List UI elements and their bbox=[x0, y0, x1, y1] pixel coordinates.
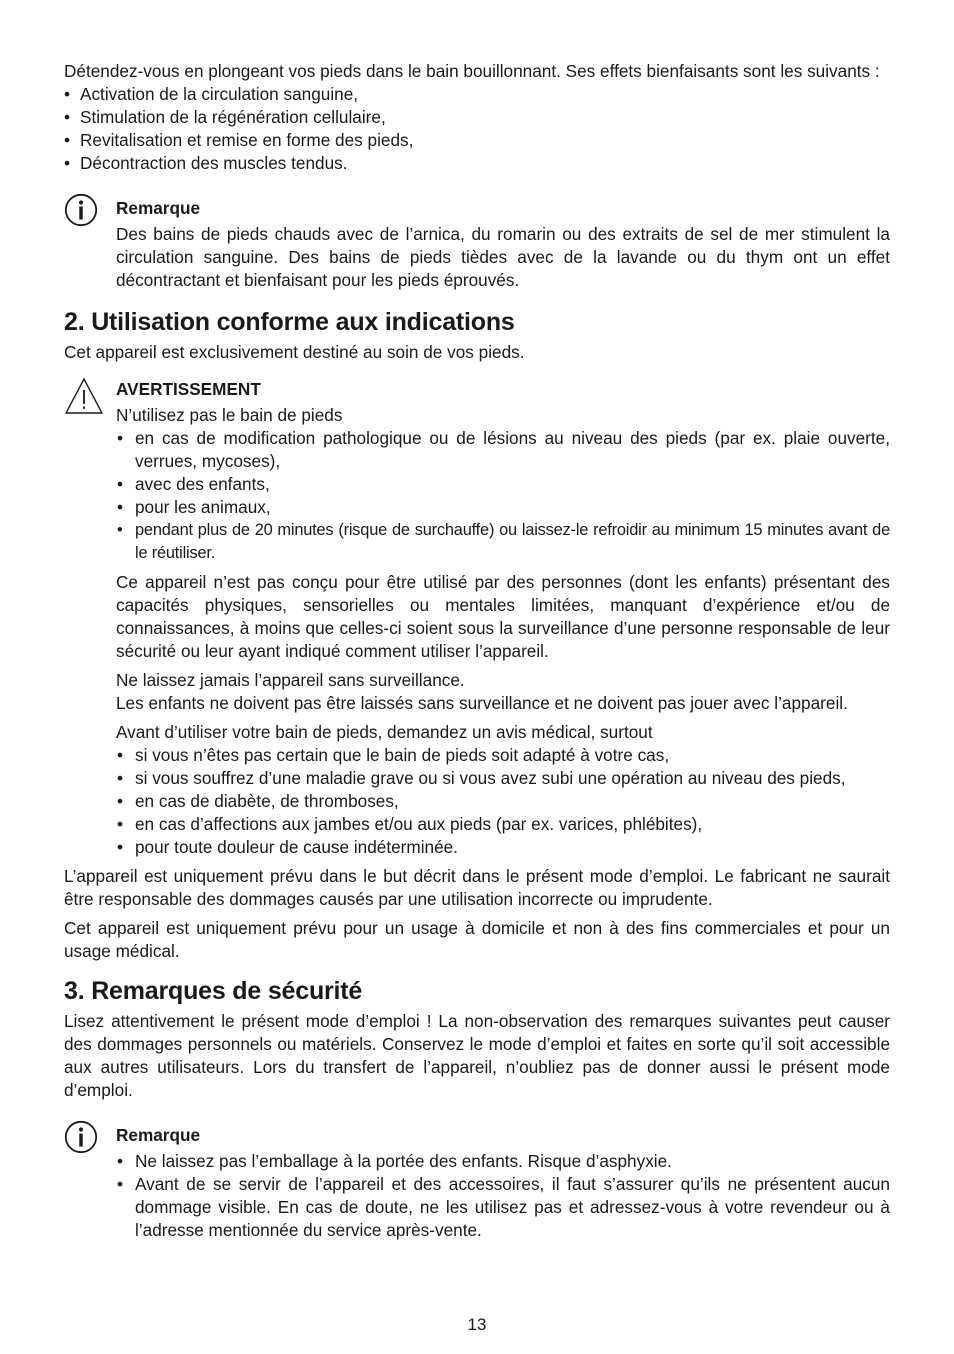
warning-paragraph: Ne laissez jamais l’appareil sans surveillance. bbox=[116, 670, 465, 690]
page-content bbox=[64, 60, 890, 1242]
paragraph: Cet appareil est uniquement prévu pour un usage à domicile et non à des fins commerciales et pour un usage médical. bbox=[64, 918, 890, 961]
note-text: Des bains de pieds chauds avec de l’arnica, du romarin ou des extraits de sel de mer stimulent la circulation sanguine. Des bains de pieds tièdes avec de la lavande ou du thym ont un effet décontractant et bienfaisant pour les pieds éprouvés. bbox=[116, 224, 890, 290]
note-title: Remarque bbox=[116, 198, 201, 218]
list-item: • Avant de se servir de l’appareil et des accessoires, il faut s’assurer qu’ils ne présentent aucun dommage visible. En cas de doute, ne les utilisez pas et adressez-vous à votre revendeur ou à l’adresse mentionnée du service après-vente. bbox=[116, 1173, 890, 1242]
list-item: • pour toute douleur de cause indéterminée. bbox=[116, 836, 890, 859]
note-box bbox=[64, 197, 890, 292]
info-icon bbox=[64, 193, 98, 233]
warning-paragraph: Les enfants ne doivent pas être laissés sans surveillance et ne doivent pas jouer avec l’appareil. bbox=[116, 693, 848, 713]
list-item: • Ne laissez pas l’emballage à la portée des enfants. Risque d’asphyxie. bbox=[116, 1150, 890, 1173]
warning-list bbox=[116, 427, 890, 565]
warning-lead: Avant d’utiliser votre bain de pieds, demandez un avis médical, surtout bbox=[116, 722, 653, 742]
section-heading: 3. Remarques de sécurité bbox=[64, 977, 363, 1005]
section-heading: 2. Utilisation conforme aux indications bbox=[64, 308, 515, 336]
note-list bbox=[116, 1150, 890, 1242]
warning-title: AVERTISSEMENT bbox=[116, 379, 261, 399]
section-intro: Cet appareil est exclusivement destiné au soin de vos pieds. bbox=[64, 342, 525, 362]
warning-paragraph: Ce appareil n’est pas conçu pour être utilisé par des personnes (dont les enfants) présentant des capacités physiques, sensorielles ou mentales limitées, manquant d’expérience et/ou de connaissances, à moins que celles-ci soient sous la surveillance d’une personne responsable de leur sécurité ou leur ayant indiqué comment utiliser l’appareil. bbox=[116, 572, 890, 661]
list-item: • si vous souffrez d’une maladie grave ou si vous avez subi une opération au niveau des pieds, bbox=[116, 767, 890, 790]
warning-lead: N’utilisez pas le bain de pieds bbox=[116, 405, 343, 425]
note-title: Remarque bbox=[116, 1125, 201, 1145]
list-item: • Activation de la circulation sanguine, bbox=[64, 83, 890, 106]
warning-box bbox=[64, 378, 890, 859]
list-item: • Décontraction des muscles tendus. bbox=[64, 152, 890, 175]
warning-triangle-icon bbox=[64, 377, 104, 421]
list-item: • pendant plus de 20 minutes (risque de surchauffe) ou laissez-le refroidir au minimum 15 minutes avant de le réutiliser. bbox=[116, 519, 890, 565]
list-item: • Stimulation de la régénération cellulaire, bbox=[64, 106, 890, 129]
list-item: • en cas de modification pathologique ou de lésions au niveau des pieds (par ex. plaie ouverte, verrues, mycoses), bbox=[116, 427, 890, 473]
list-item: • en cas d’affections aux jambes et/ou aux pieds (par ex. varices, phlébites), bbox=[116, 813, 890, 836]
intro-text: Détendez-vous en plongeant vos pieds dans le bain bouillonnant. Ses effets bienfaisants sont les suivants : bbox=[64, 61, 880, 81]
note-box bbox=[64, 1124, 890, 1242]
list-item: • en cas de diabète, de thromboses, bbox=[116, 790, 890, 813]
paragraph: L’appareil est uniquement prévu dans le but décrit dans le présent mode d’emploi. Le fabricant ne saurait être responsable des dommages causés par une utilisation incorrecte ou imprudente. bbox=[64, 866, 890, 909]
list-item: • Revitalisation et remise en forme des pieds, bbox=[64, 129, 890, 152]
benefits-list bbox=[64, 83, 890, 175]
list-item: • si vous n’êtes pas certain que le bain de pieds soit adapté à votre cas, bbox=[116, 744, 890, 767]
page-number: 13 bbox=[467, 1315, 487, 1334]
list-item: • pour les animaux, bbox=[116, 496, 890, 519]
medical-advice-list bbox=[116, 744, 890, 859]
section-intro: Lisez attentivement le présent mode d’emploi ! La non-observation des remarques suivantes peut causer des dommages personnels ou matériels. Conservez le mode d’emploi et faites en sorte qu’il soit accessible aux autres utilisateurs. Lors du transfert de l’appareil, n’oubliez pas de donner aussi le présent mode d’emploi. bbox=[64, 1011, 890, 1100]
info-icon bbox=[64, 1120, 98, 1160]
list-item: • avec des enfants, bbox=[116, 473, 890, 496]
